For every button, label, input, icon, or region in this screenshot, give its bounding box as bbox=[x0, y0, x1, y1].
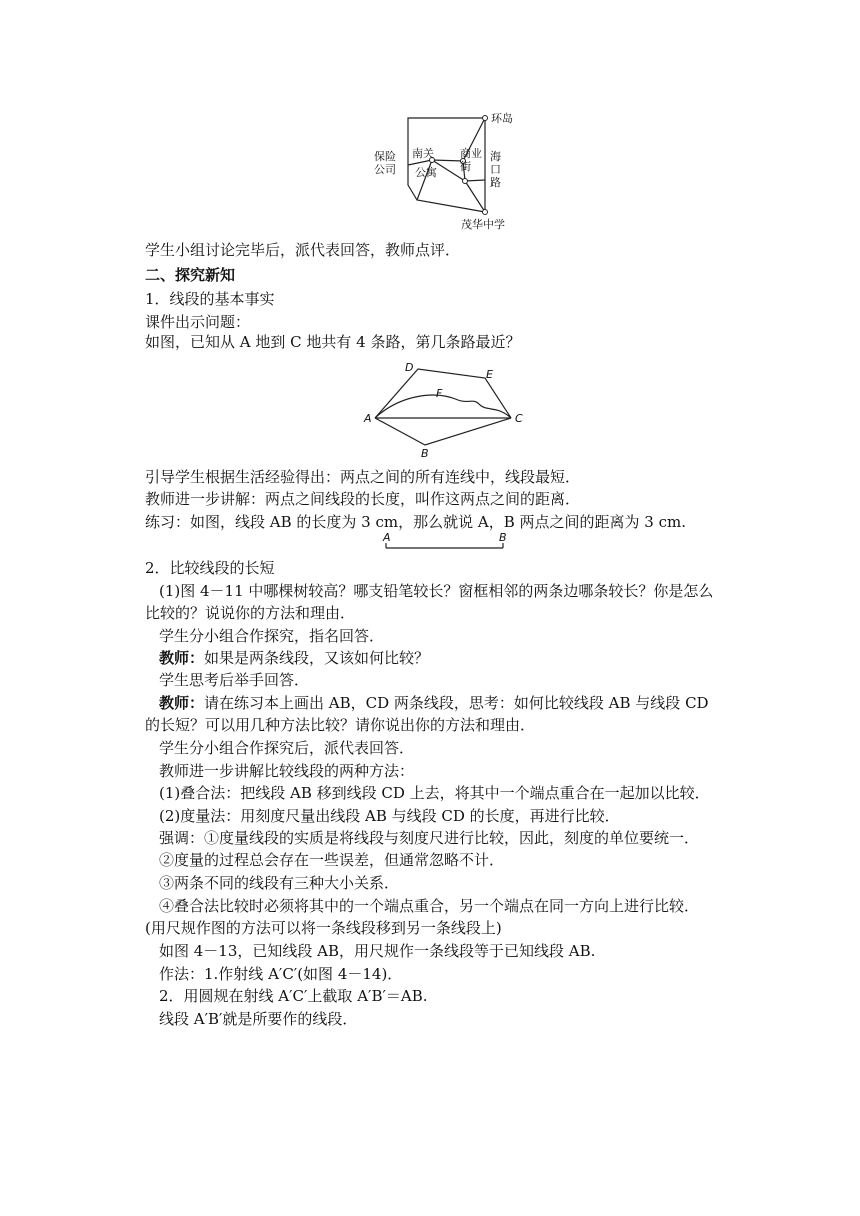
teacher-line-1 bbox=[159, 648, 429, 668]
text-line-5: 学生分小组合作探究，指名回答． bbox=[159, 627, 385, 645]
text-line-1: 学生小组讨论完毕后，派代表回答，教师点评． bbox=[145, 241, 461, 259]
label-haikou-2: 口 bbox=[490, 163, 501, 176]
map-road-3 bbox=[432, 160, 485, 181]
teacher-label-1: 教师： bbox=[159, 649, 205, 667]
text-line-4: 教师进一步讲解：两点之间线段的长度，叫作这两点之间的距离． bbox=[145, 490, 581, 508]
label-haikou-1: 海 bbox=[490, 150, 501, 163]
text-line-2: 课件出示问题： bbox=[145, 313, 251, 331]
construction-result: 线段 A′B′就是所要作的线段． bbox=[159, 1010, 358, 1028]
label-shangye-1: 商业 bbox=[460, 147, 482, 160]
label-gongyu: 公寓 bbox=[415, 166, 437, 179]
segment-figure bbox=[378, 531, 518, 553]
emphasis-4: ④叠合法比较时必须将其中的一个端点重合，另一个端点在同一方向上进行比较．(用尺规作图的方法可以将一条线段移到另一条线段上) bbox=[145, 897, 700, 937]
label-nanguan: 南关 bbox=[412, 147, 434, 160]
text-line-6: 学生思考后举手回答． bbox=[159, 671, 310, 689]
subheading-2: 2．比较线段的长短 bbox=[145, 559, 275, 577]
label-D: D bbox=[405, 361, 414, 374]
label-A: A bbox=[364, 412, 372, 425]
label-F: F bbox=[436, 387, 443, 400]
map-figure bbox=[360, 108, 530, 232]
segment-label-A: A bbox=[383, 531, 391, 544]
path-4 bbox=[375, 418, 511, 445]
label-maohua: 茂华中学 bbox=[461, 218, 505, 231]
exercise-line: 练习：如图，线段 AB 的长度为 3 cm，那么就说 A，B 两点之间的距离为 3 cm. bbox=[145, 513, 686, 531]
paragraph-1: (1)图 4－11 中哪棵树较高？哪支铅笔较长？窗框相邻的两条边哪条较长？你是怎么比较的？说说你的方法和理由． bbox=[145, 582, 714, 622]
label-huandao: 环岛 bbox=[491, 112, 513, 125]
teacher-label-2: 教师： bbox=[159, 694, 205, 712]
method-2: (2)度量法：用刻度尺量出线段 AB 与线段 CD 的长度，再进行比较． bbox=[159, 807, 620, 825]
construction-step-1: 作法：1.作射线 A′C′(如图 4－14)． bbox=[159, 965, 403, 983]
text-line-9: 如图 4－13，已知线段 AB，用尺规作一条线段等于已知线段 AB. bbox=[159, 942, 596, 960]
teacher-paragraph-2 bbox=[145, 692, 715, 736]
method-1: (1)叠合法：把线段 AB 移到线段 CD 上去，将其中一个端点重合在一起加以比较． bbox=[159, 784, 710, 802]
label-E: E bbox=[486, 368, 493, 381]
label-baoxian-2: 公司 bbox=[374, 163, 396, 176]
construction-step-2: 2．用圆规在射线 A′C′上截取 A′B′＝AB. bbox=[159, 987, 428, 1005]
teacher-text-1: 如果是两条线段，又该如何比较？ bbox=[204, 649, 430, 667]
segment-label-B: B bbox=[499, 531, 507, 544]
text-line-3: 引导学生根据生活经验得出：两点之间的所有连线中，线段最短． bbox=[145, 468, 581, 486]
label-shangye-2: 街 bbox=[460, 160, 471, 173]
teacher-text-2: 请在练习本上画出 AB，CD 两条线段，思考：如何比较线段 AB 与线段 CD 的长短？可以用几种方法比较？请你说出你的方法和理由． bbox=[145, 694, 709, 734]
map-road-outline bbox=[408, 118, 485, 212]
section-heading: 二、探究新知 bbox=[145, 266, 236, 284]
label-haikou-3: 路 bbox=[490, 176, 501, 189]
emphasis-2: ②度量的过程总会存在一些误差，但通常忽略不计． bbox=[159, 851, 505, 869]
text-line-8: 教师进一步讲解比较线段的两种方法： bbox=[159, 762, 415, 780]
question-line: 如图，已知从 A 地到 C 地共有 4 条路，第几条路最近？ bbox=[145, 333, 521, 351]
label-baoxian-1: 保险 bbox=[374, 150, 396, 163]
path-2 bbox=[375, 395, 511, 418]
text-line-7: 学生分小组合作探究后，派代表回答． bbox=[159, 739, 415, 757]
label-C: C bbox=[515, 412, 523, 425]
subheading-1: 1．线段的基本事实 bbox=[145, 290, 275, 308]
label-B: B bbox=[421, 447, 429, 458]
emphasis-3: ③两条不同的线段有三种大小关系． bbox=[159, 874, 400, 892]
emphasis-1: 强调：①度量线段的实质是将线段与刻度尺进行比较，因此，刻度的单位要统一． bbox=[159, 829, 700, 847]
paths-figure bbox=[360, 358, 530, 458]
